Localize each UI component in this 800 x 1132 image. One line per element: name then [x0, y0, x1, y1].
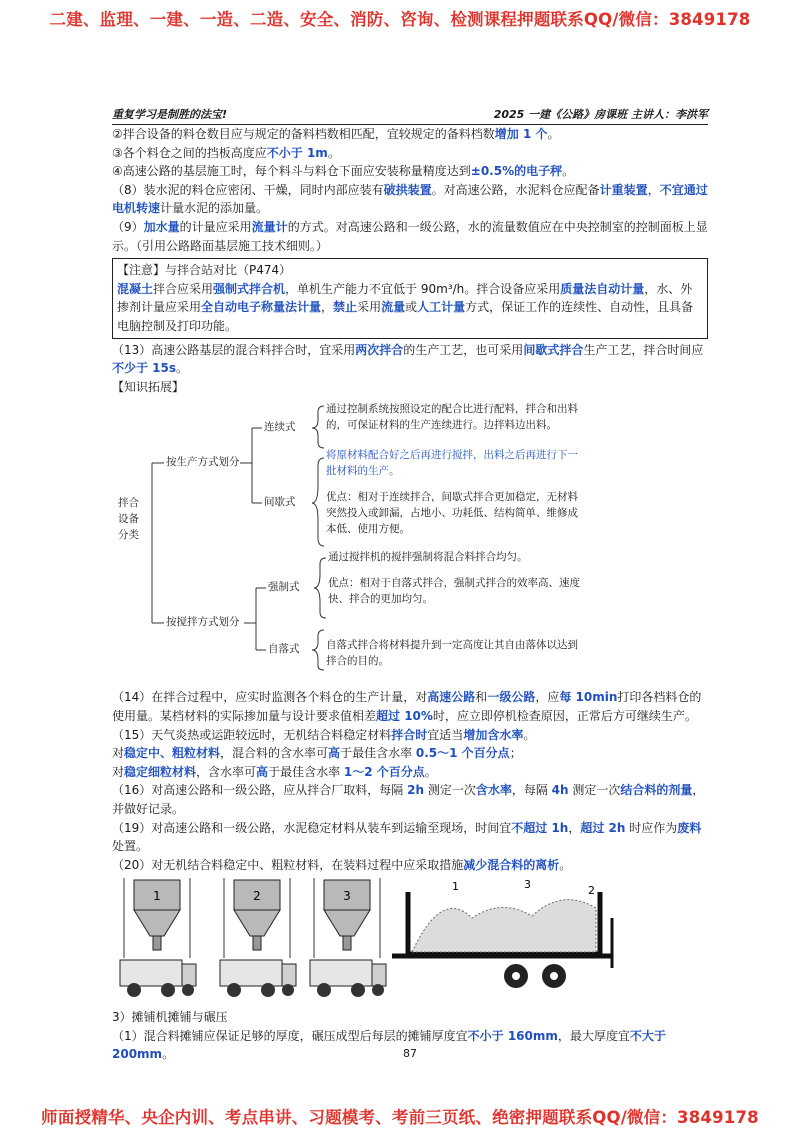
- tree-desc-forced-1: 通过搅拌机的搅拌强制将混合料拌合均匀。: [328, 551, 528, 564]
- item-19-transport: （19）对高速公路和一级公路，水泥稳定材料从装车到运输至现场，时间宜不超过 1h，超过 2h 时应作为废料处置。: [112, 820, 702, 854]
- knowledge-title: 【知识拓展】: [112, 379, 185, 394]
- item-scale: ④高速公路的基层施工时，每个料斗与料仓下面应安装称量精度达到±0.5%的电子秤。: [112, 164, 575, 179]
- item-20-segregation: （20）对无机结合料稳定中、粗粒材料，在装料过程中应采取措施减少混合料的离析。: [112, 857, 572, 872]
- item-paving-thickness: （1）混合料摊铺应保证足够的厚度，碾压成型后每层的摊铺厚度宜不小于 160mm，最大厚度宜不大于 200mm。: [112, 1028, 666, 1062]
- tree-desc-batch-2: 优点：相对于连续拌合，间歇式拌合更加稳定，无材料突然投入或卸漏，占地小、功耗低、结构简单、维修成本低、使用方便。: [326, 491, 578, 535]
- tree-desc-continuous: 通过控制系统按照设定的配合比进行配料，拌合和出料的，可保证材料的生产连续进行。边拌料边出料。: [326, 403, 578, 432]
- hopper-label-1: 1: [153, 889, 161, 904]
- tree-desc-batch-1: 将原材料配合好之后再进行搅拌，出料之后再进行下一批材料的生产。: [326, 449, 578, 478]
- promo-banner-bottom: 师面授精华、央企内训、考点串讲、习题模考、考前三页纸、绝密押题联系QQ/微信：3849178: [41, 1108, 759, 1127]
- item-14-monitor: （14）在拌合过程中，应实时监测各个料仓的生产计量，对高速公路和一级公路，应每 10min打印各档料仓的使用量。某档材料的实际掺加量与设计要求值相差超过 10%时，应立即停机检查原因，正常后方可继续生产。: [112, 690, 702, 723]
- loading-illustration: [112, 878, 708, 1008]
- tree-node-freefall: 自落式: [268, 643, 300, 656]
- item-silo-count: ②拌合设备的料仓数目应与规定的备料档数相匹配，宜较规定的备料档数增加 1 个。: [112, 127, 560, 142]
- page-number: 87: [403, 1047, 417, 1060]
- item-15-coarse: 对稳定中、粗粒材料，混合料的含水率可高于最佳含水率 0.5～1 个百分点；: [112, 746, 522, 761]
- pile-label-2: 2: [588, 884, 595, 898]
- document-page: [112, 100, 708, 1060]
- item-9-water: （9）加水量的计量应采用流量计的方式。对高速公路和一级公路，水的流量数值应在中央控制室的控制面板上显示。（引用公路路面基层施工技术细则。）: [112, 220, 708, 253]
- tree-branch-stirring: 按搅拌方式划分: [166, 616, 240, 629]
- tree-root: 拌合 设备 分类: [118, 497, 139, 541]
- pile-label-1: 1: [452, 880, 459, 894]
- page-header: [112, 106, 708, 125]
- pile-label-3: 3: [524, 878, 531, 892]
- item-16-testing: （16）对高速公路和一级公路，应从拌合厂取料，每隔 2h 测定一次含水率，每隔 4h 测定一次结合料的剂量，并做好记录。: [112, 783, 705, 816]
- section-paving-title: 3）摊铺机摊铺与碾压: [112, 1010, 228, 1025]
- hopper-label-2: 2: [253, 889, 261, 904]
- truck-bed-diagram: [392, 892, 612, 988]
- promo-banner-top: 二建、监理、一建、一造、二造、安全、消防、咨询、检测课程押题联系QQ/微信：3849178: [49, 10, 751, 29]
- tree-node-continuous: 连续式: [264, 421, 296, 434]
- tree-desc-freefall: 自落式拌合将材料提升到一定高度让其自由落体以达到拌合的目的。: [326, 639, 578, 668]
- tree-branch-production: 按生产方式划分: [166, 456, 240, 469]
- item-13-mixing: （13）高速公路基层的混合料拌合时，宜采用两次拌合的生产工艺，也可采用间歇式拌合生产工艺，拌合时间应不少于 15s。: [112, 342, 704, 376]
- note-title: 【注意】与拌合站对比（P474）: [117, 263, 292, 278]
- note-body: 混凝土拌合应采用强制式拌合机，单机生产能力不宜低于 90m³/h。拌合设备应采用质量法自动计量，水、外掺剂计量应采用全自动电子称量法计量，禁止采用流量或人工计量方式，保证工作的连续性、自动性，且具备电脑控制及打印功能。: [117, 281, 694, 333]
- item-baffle-height: ③各个料仓之间的挡板高度应不小于 1m。: [112, 145, 340, 160]
- loading-figures: [112, 878, 708, 1008]
- tree-node-batch: 间歇式: [264, 496, 296, 509]
- item-8-cement-silo: （8）装水泥的料仓应密闭、干燥，同时内部应装有破拱装置。对高速公路，水泥料仓应配备计重装置，不宜通过电机转速计量水泥的添加量。: [112, 182, 708, 216]
- header-motto: 重复学习是制胜的法宝!: [112, 108, 228, 121]
- tree-node-forced: 强制式: [268, 581, 300, 594]
- item-15-fine: 对稳定细粒材料，含水率可高于最佳含水率 1～2 个百分点。: [112, 764, 437, 779]
- hopper-label-3: 3: [343, 889, 351, 904]
- header-course: 2025 一建《公路》房课班 主讲人：李洪军: [493, 108, 708, 121]
- tree-desc-forced-2: 优点：相对于自落式拌合，强制式拌合的效率高、速度快、拌合的更加均匀。: [328, 577, 580, 606]
- note-box: [112, 258, 708, 338]
- mixer-classification-diagram: [112, 398, 708, 688]
- item-15-moisture: （15）天气炎热或运距较远时，无机结合料稳定材料拌合时宜适当增加含水率。: [112, 727, 536, 742]
